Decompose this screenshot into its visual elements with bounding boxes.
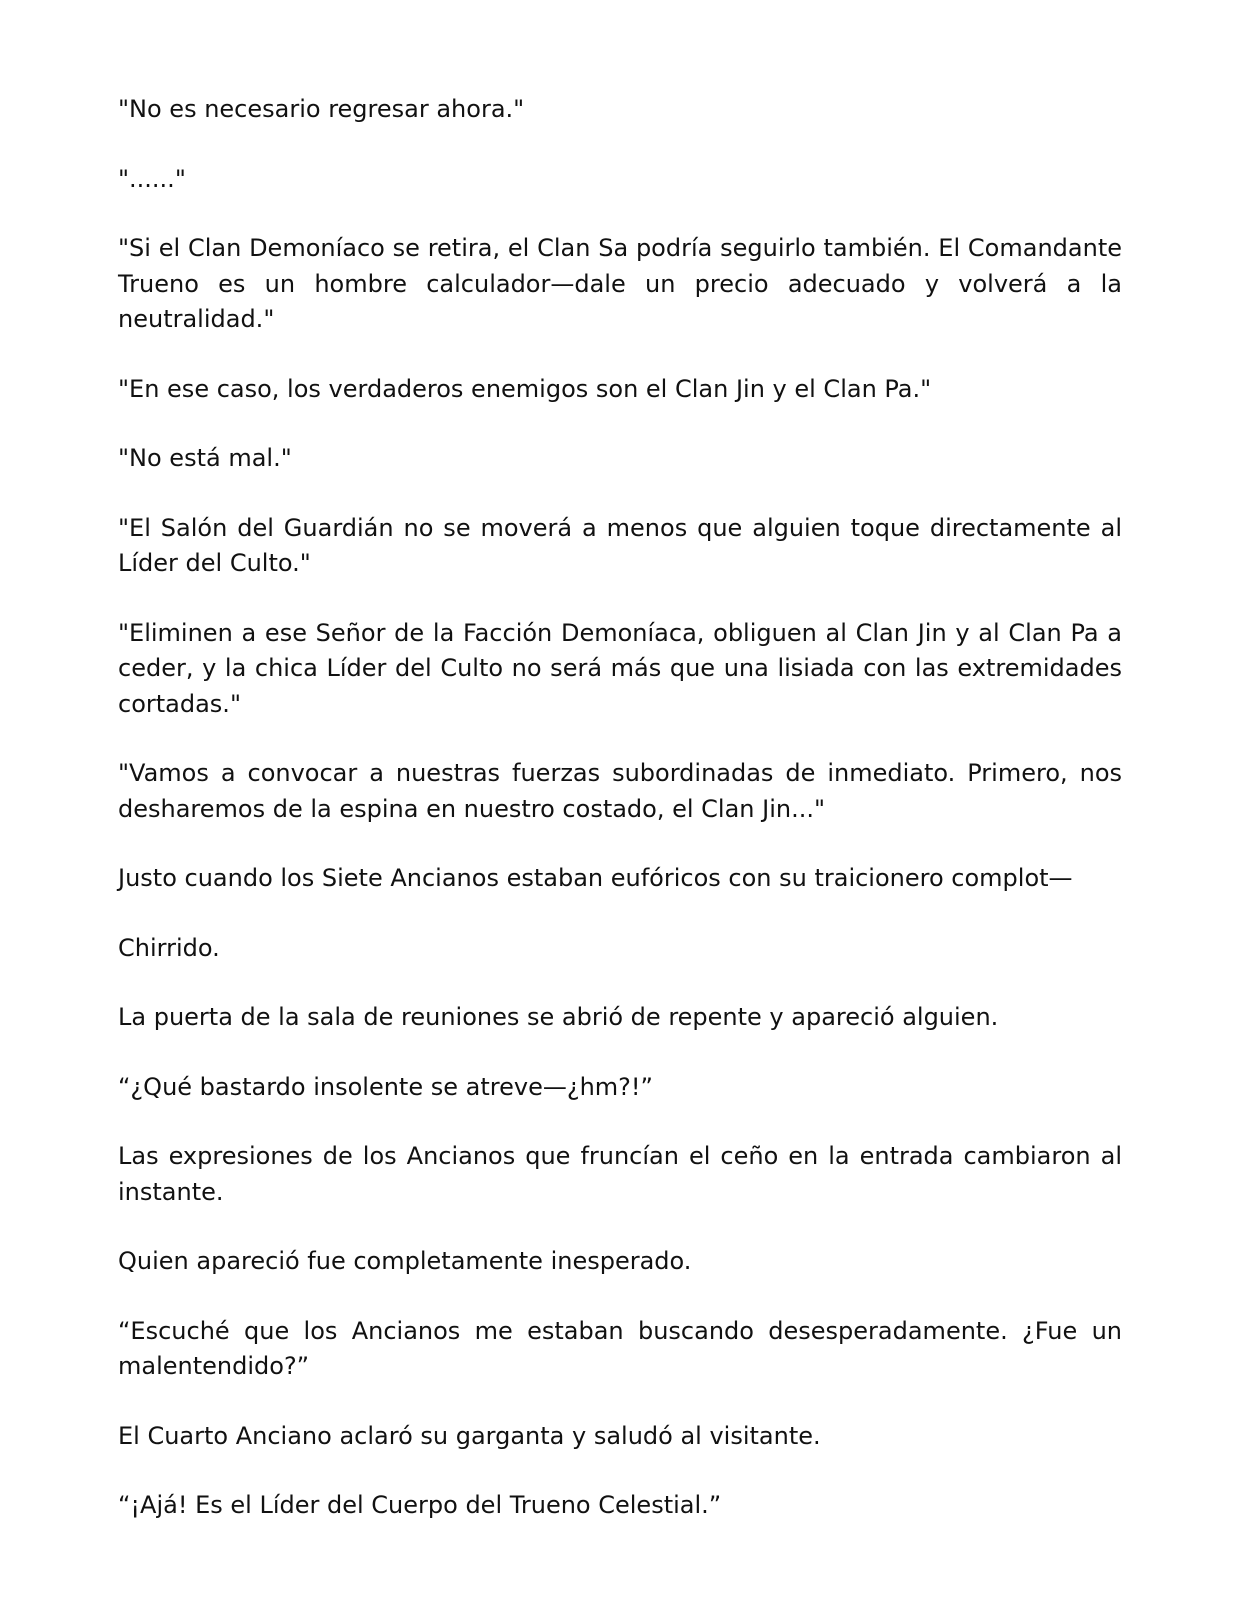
paragraph: “¡Ajá! Es el Líder del Cuerpo del Trueno Celestial.” (118, 1491, 722, 1519)
paragraph: El Cuarto Anciano aclaró su garganta y saludó al visitante. (118, 1421, 821, 1450)
paragraph: Justo cuando los Siete Ancianos estaban eufóricos con su traicionero complot— (118, 864, 1073, 892)
paragraph: "No es necesario regresar ahora." (118, 95, 525, 123)
paragraph: "Eliminen a ese Señor de la Facción Demoníaca, obliguen al Clan Jin y al Clan Pa a ceder, y la chica Líder del Culto no será más que una lisiada con las extremidades cortadas." (118, 618, 1122, 718)
paragraph: "......" (118, 164, 186, 193)
paragraph: Quien apareció fue completamente inesperado. (118, 1247, 692, 1275)
paragraph: "El Salón del Guardián no se moverá a menos que alguien toque directamente al Líder del Culto." (118, 513, 1122, 577)
paragraph: "Si el Clan Demoníaco se retira, el Clan Sa podría seguirlo también. El Comandante Trueno es un hombre calculador—dale un precio adecuado y volverá a la neutralidad." (118, 234, 1122, 333)
body-text (118, 92, 1122, 1524)
paragraph: Las expresiones de los Ancianos que fruncían el ceño en la entrada cambiaron al instante. (118, 1142, 1122, 1206)
paragraph: “Escuché que los Ancianos me estaban buscando desesperadamente. ¿Fue un malentendido?” (118, 1316, 1122, 1380)
paragraph: La puerta de la sala de reuniones se abrió de repente y apareció alguien. (118, 1003, 999, 1031)
paragraph: "En ese caso, los verdaderos enemigos son el Clan Jin y el Clan Pa." (118, 374, 932, 403)
paragraph: Chirrido. (118, 933, 220, 962)
paragraph: "Vamos a convocar a nuestras fuerzas subordinadas de inmediato. Primero, nos desharemos de la espina en nuestro costado, el Clan Jin..." (118, 759, 1122, 823)
paragraph: “¿Qué bastardo insolente se atreve—¿hm?!” (118, 1072, 653, 1101)
paragraph: "No está mal." (118, 444, 292, 472)
